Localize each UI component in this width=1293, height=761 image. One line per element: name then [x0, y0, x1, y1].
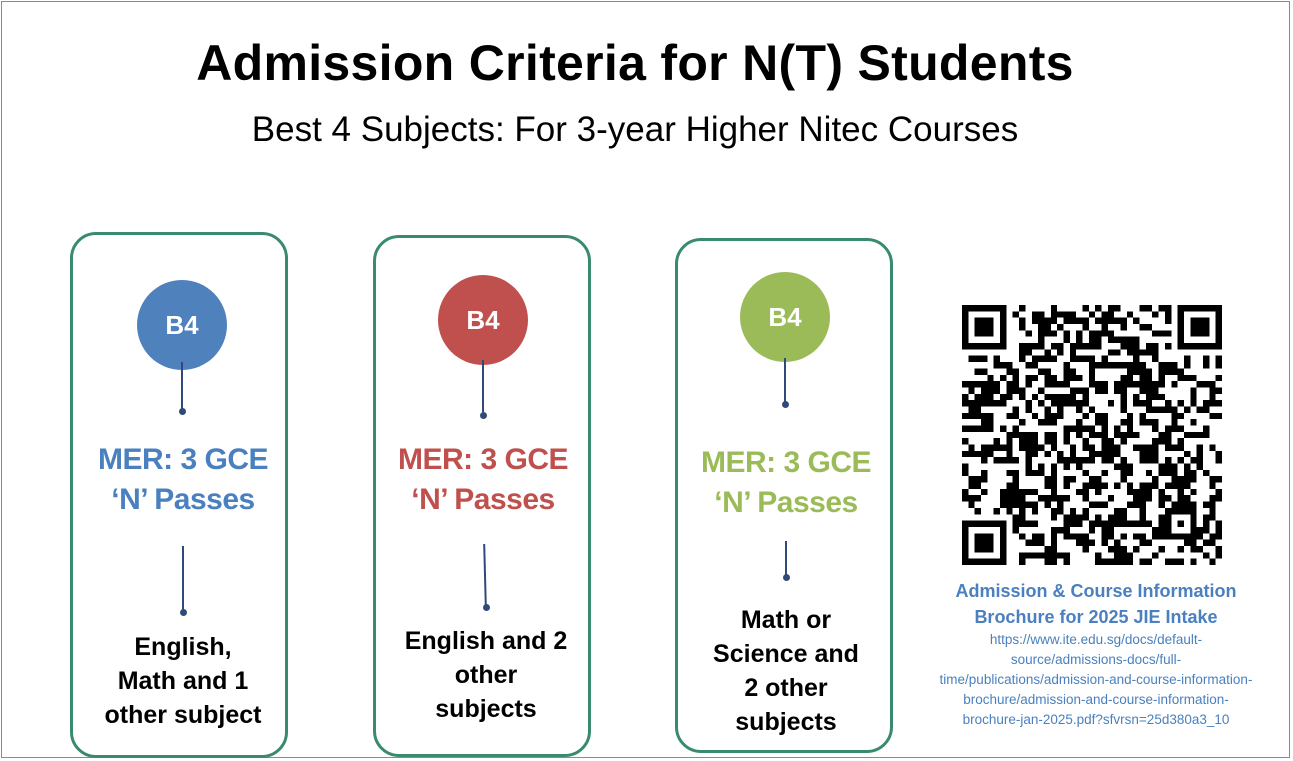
connector-dot — [783, 574, 790, 581]
subjects-line-2: other — [454, 661, 518, 689]
connector-line — [785, 541, 787, 575]
url-line-4: brochure/admission-and-course-information- — [963, 692, 1229, 707]
connector-dot — [180, 609, 187, 616]
brochure-caption — [915, 578, 1277, 630]
caption-line-2: Brochure for 2025 JIE Intake — [974, 607, 1218, 627]
subjects-line-1: English, — [134, 633, 232, 661]
subjects-line-3: subjects — [435, 695, 537, 723]
mer-line-1: MER: 3 GCE — [700, 446, 872, 479]
page-title: Admission Criteria for N(T) Students — [196, 35, 1074, 91]
url-line-3: time/publications/admission-and-course-information- — [939, 672, 1253, 687]
b4-badge-green: B4 — [740, 272, 830, 362]
url-line-2: source/admissions-docs/full- — [1010, 652, 1182, 667]
subjects-line-2: Science and — [713, 640, 859, 668]
mer-text-red — [374, 440, 592, 520]
mer-text-green — [677, 443, 895, 523]
subjects-text — [677, 603, 895, 739]
connector-dot — [483, 604, 490, 611]
subjects-line-3: 2 other — [744, 674, 828, 702]
qr-code-icon[interactable] — [962, 305, 1222, 565]
brochure-url-link[interactable] — [915, 630, 1277, 730]
subjects-line-4: subjects — [735, 708, 837, 736]
connector-line — [181, 362, 183, 410]
subjects-line-1: English and 2 — [404, 627, 568, 655]
connector-line — [784, 358, 786, 404]
connector-line — [182, 546, 184, 610]
subjects-line-3: other subject — [104, 701, 262, 729]
mer-text-blue — [74, 440, 292, 520]
b4-badge-blue: B4 — [137, 280, 227, 370]
subjects-text — [74, 630, 292, 732]
connector-dot — [782, 401, 789, 408]
mer-line-2: ‘N’ Passes — [411, 483, 555, 516]
subjects-line-2: Math and 1 — [117, 667, 249, 695]
mer-line-1: MER: 3 GCE — [397, 443, 569, 476]
caption-line-1: Admission & Course Information — [955, 581, 1237, 601]
mer-line-2: ‘N’ Passes — [111, 483, 255, 516]
b4-badge-red: B4 — [438, 275, 528, 365]
connector-line — [482, 360, 484, 412]
connector-dot — [480, 412, 487, 419]
page-subtitle: Best 4 Subjects: For 3-year Higher Nitec Courses — [251, 110, 1019, 149]
mer-line-1: MER: 3 GCE — [97, 443, 269, 476]
url-line-5: brochure-jan-2025.pdf?sfvrsn=25d380a3_10 — [962, 712, 1230, 727]
mer-line-2: ‘N’ Passes — [714, 486, 858, 519]
connector-dot — [179, 408, 186, 415]
url-line-1: https://www.ite.edu.sg/docs/default- — [989, 632, 1203, 647]
subjects-text — [377, 624, 595, 726]
subjects-line-1: Math or — [740, 606, 832, 634]
